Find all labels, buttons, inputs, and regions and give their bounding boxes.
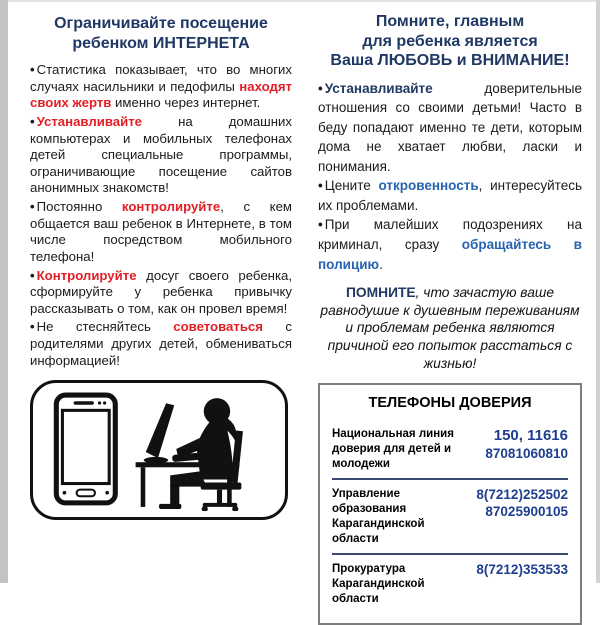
phone-number: 8(7212)252502 [476,487,568,503]
helpline-numbers [485,427,568,472]
right-column [318,12,582,625]
left-bullet-consult-parents: • Не стесняйтесь советоваться с родителями других детей, обмениваться информацией! [30,319,292,369]
emphasis-red: Контролируйте [36,267,137,283]
person-at-computer-icon [136,398,243,511]
right-title-line-2: для ребенка является [362,32,538,50]
left-title [30,14,292,53]
phone-number: 150, 11616 [493,427,568,445]
smartphone-icon [56,395,115,503]
reminder-lead: ПОМНИТЕ [345,285,416,301]
helpline-label: Управление образования Карагандинской области [332,488,425,546]
helpline-numbers [476,562,568,607]
left-bullet-control-leisure: • Контролируйте досуг своего ребенка, сформируйте у ребенка привычку рассказывать о том, как он провел время! [30,268,292,318]
right-edge-strip [596,0,600,583]
left-bullet-install-programs: • Устанавливайте на домашних компьютерах и мобильных телефонах детей специальные программы, ограничивающие посещение сайтов анонимных знакомств! [30,114,292,197]
right-bullet-trust: • Устанавливайте доверительные отношения со своими детьми! Часто в беду попадают именно те дети, которым дома не хватает любви, ласки и понимания. [318,79,582,177]
right-bullet-police: • При малейших подозрениях на криминал, сразу обращайтесь в полицию. [318,215,582,274]
left-column [30,14,292,520]
phone-number: 8(7212)353533 [476,562,568,578]
helpline-row-education [332,478,568,553]
left-title-line-1: Ограничивайте посещение [54,15,268,32]
emphasis-red: советоваться [173,319,263,335]
emphasis-navy: Устанавливайте [324,80,433,96]
emphasis-red: Устанавливайте [36,113,143,129]
emphasis-blue: обращайтесь в полицию [318,237,582,272]
right-title [318,12,582,71]
left-bullet-monitor-contacts: • Постоянно контролируйте, с кем общается ваш ребенок в Интернете, в том числе посредством мобильного телефона! [30,199,292,266]
left-edge-strip [0,0,8,583]
helpline-numbers [476,487,568,547]
phone-number: 87081060810 [485,446,568,462]
helpline-label: Национальная линия доверия для детей и молодежи [332,428,454,471]
reminder-paragraph: ПОМНИТЕ, что зачастую ваше равнодушие к душевным переживаниям и проблемам ребенка являются причиной его попыток расстаться с жизнью! [320,285,580,371]
emphasis-red: находят своих жертв [30,78,292,111]
left-bullet-statistics: • Статистика показывает, что во многих случаях насильники и педофилы находят своих жертв именно через интернет. [30,62,292,112]
emphasis-red: контролируйте [121,199,221,215]
helpline-title: ТЕЛЕФОНЫ ДОВЕРИЯ [368,395,532,412]
helpline-row-national [332,420,568,478]
helpline-box [318,383,582,624]
phone-number: 87025900105 [485,504,568,520]
left-title-line-2: ребенком ИНТЕРНЕТА [72,34,250,52]
right-title-line-3: Ваша ЛЮБОВЬ и ВНИМАНИЕ! [330,52,570,70]
illustration-box [30,380,288,520]
emphasis-blue: откровенность [378,178,479,194]
right-title-line-1: Помните, главным [375,13,525,30]
illustration-svg [42,389,276,511]
top-edge-line [8,0,596,2]
right-bullet-openness: • Цените откровенность, интересуйтесь их проблемами. [318,176,582,215]
helpline-label: Прокуратура Карагандинской области [332,563,425,605]
